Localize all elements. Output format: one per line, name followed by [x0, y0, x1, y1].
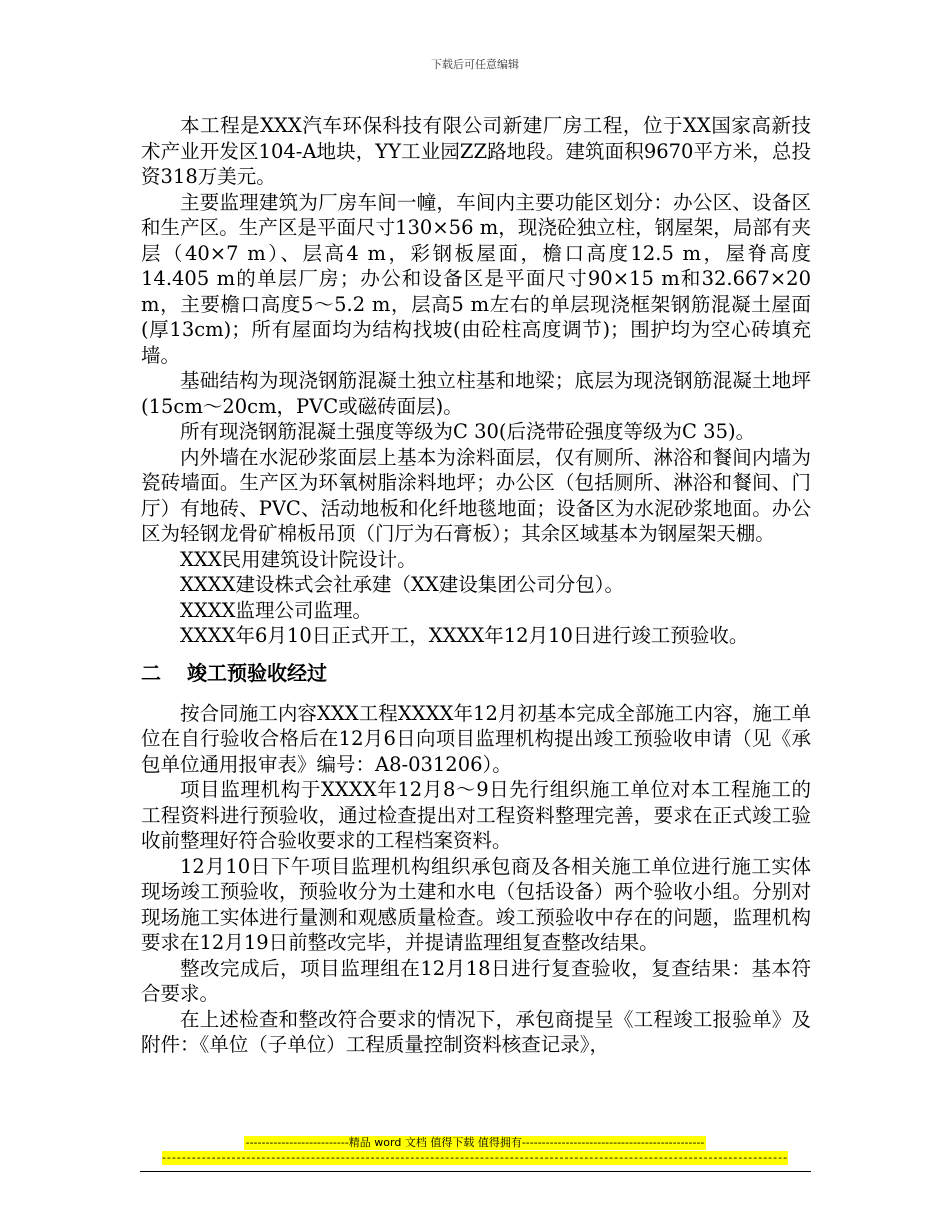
- paragraph-contractor: XXXX建设株式会社承建（XX建设集团公司分包）。: [180, 573, 625, 596]
- paragraph-supervisor: XXXX监理公司监理。: [180, 598, 373, 622]
- paragraph-foundation: 基础结构为现浇钢筋混凝土独立柱基和地梁；底层为现浇钢筋混凝土地坪(15cm～20cm，PVC或磁砖面层)。: [141, 369, 811, 418]
- paragraph-application: 按合同施工内容XXX工程XXXX年12月初基本完成全部施工内容，施工单位在自行验收合格后在12月6日向项目监理机构提出竣工预验收申请（见《承包单位通用报审表》编号：A8-031206）。: [141, 701, 811, 776]
- section-number: 二: [141, 660, 161, 685]
- page-footer: [0, 1136, 950, 1165]
- paragraph-concrete-grade: 所有现浇钢筋混凝土强度等级为C 30(后浇带砼强度等级为C 35)。: [180, 420, 756, 443]
- paragraph-building-description: 主要监理建筑为厂房车间一幢，车间内主要功能区划分：办公区、设备区和生产区。生产区是平面尺寸130×56 m，现浇砼独立柱，钢屋架，局部有夹层（40×7 m）、层高4 m，彩钢板屋面，檐口高度12.5 m，屋脊高度14.405 m的单层厂房；办公和设备区是平面尺寸90×15 m和32.667×20 m，主要檐口高度5～5.2 m，层高5 m左右的单层现浇框架钢筋混凝土屋面(厚13cm)；所有屋面均为结构找坡(由砼柱高度调节)；围护均为空心砖填充墙。: [141, 190, 811, 367]
- section-heading: [141, 659, 811, 687]
- section-title: 竣工预验收经过: [187, 660, 327, 685]
- paragraph-site-inspection: 12月10日下午项目监理机构组织承包商及各相关施工单位进行施工实体现场竣工预验收，预验收分为土建和水电（包括设备）两个验收小组。分别对现场施工实体进行量测和观感质量检查。竣工预验收中存在的问题，监理机构要求在12月19日前整改完毕，并提请监理组复查整改结果。: [141, 854, 811, 954]
- paragraph-submission: 在上述检查和整改符合要求的情况下，承包商提呈《工程竣工报验单》及附件：《单位（子单位）工程质量控制资料核查记录》，: [141, 1007, 811, 1056]
- paragraph-schedule: XXXX年6月10日正式开工，XXXX年12月10日进行竣工预验收。: [180, 624, 749, 647]
- footer-banner-line1: --------------------------精品 word 文档 值得下载 值得拥有----------------------------------------------: [245, 1136, 705, 1149]
- paragraph-finishes: 内外墙在水泥砂浆面层上基本为涂料面层，仅有厕所、淋浴和餐间内墙为瓷砖墙面。生产区为环氧树脂涂料地坪；办公区（包括厕所、淋浴和餐间、门厅）有地砖、PVC、活动地板和化纤地毯地面；设备区为水泥砂浆地面。办公区为轻钢龙骨矿棉板吊顶（门厅为石膏板）；其余区域基本为钢屋架天棚。: [141, 445, 811, 545]
- paragraph-document-review: 项目监理机构于XXXX年12月8～9日先行组织施工单位对本工程施工的工程资料进行预验收，通过检查提出对工程资料整理完善，要求在正式竣工验收前整理好符合验收要求的工程档案资料。: [141, 778, 811, 852]
- page-header: 下载后可任意编辑: [431, 58, 519, 71]
- paragraph-project-overview: 本工程是XXX汽车环保科技有限公司新建厂房工程，位于XX国家高新技术产业开发区104-A地块，YY工业园ZZ路地段。建筑面积9670平方米，总投资318万美元。: [141, 114, 811, 188]
- footer-divider: [140, 1171, 811, 1172]
- paragraph-recheck: 整改完成后，项目监理组在12月18日进行复查验收，复查结果：基本符合要求。: [141, 956, 811, 1005]
- paragraph-designer: XXX民用建筑设计院设计。: [180, 547, 417, 571]
- document-body: [141, 113, 811, 1058]
- footer-banner-line2: ------------------------------------------------------------------------------------------------------------------------------: [161, 1151, 789, 1164]
